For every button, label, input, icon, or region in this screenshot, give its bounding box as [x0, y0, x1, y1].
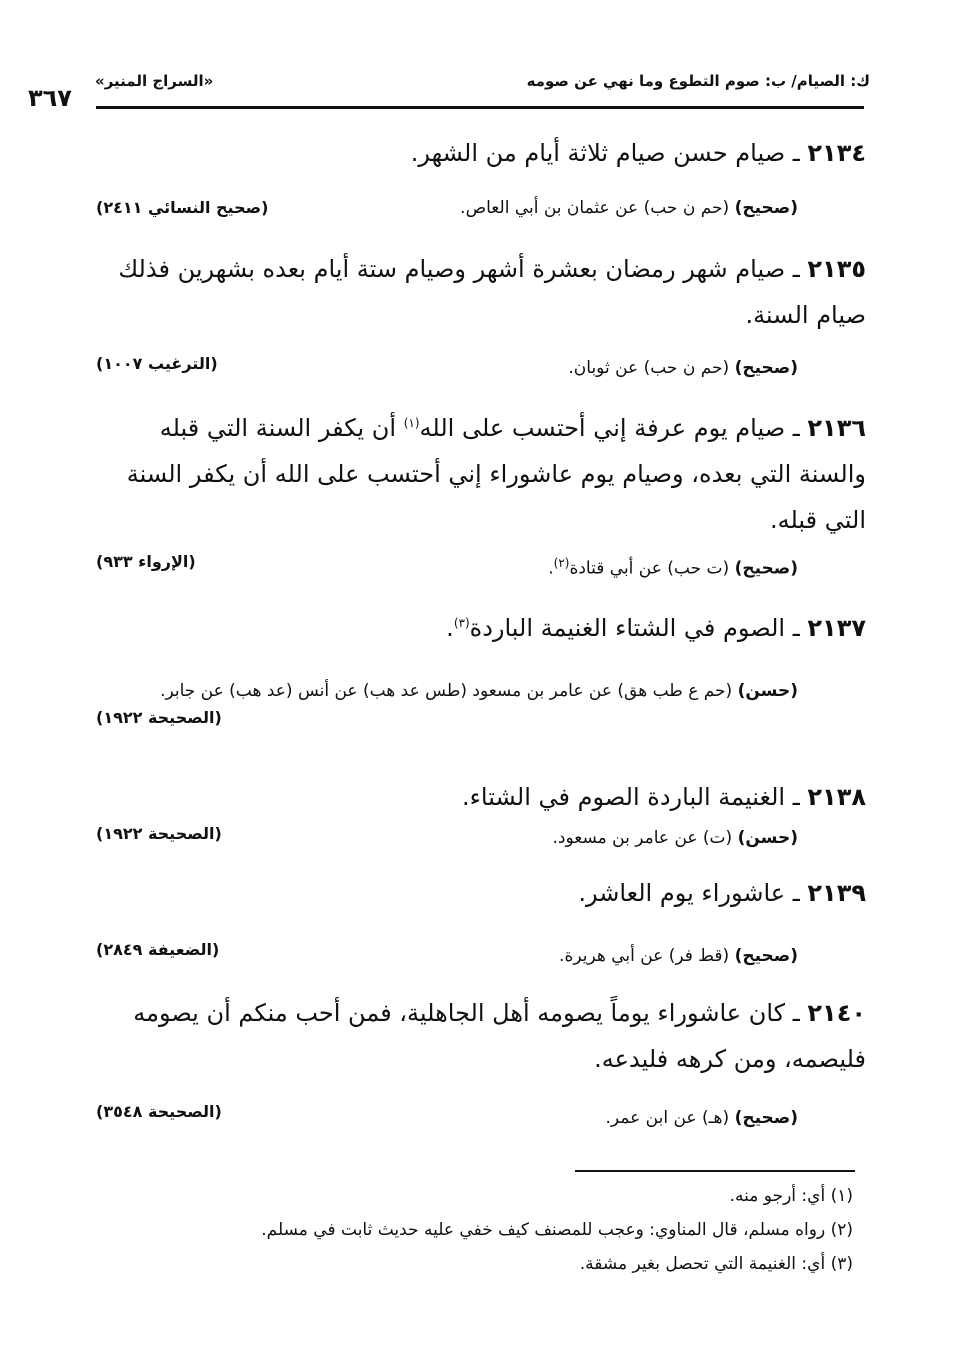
hadith-number: ٢١٣٥ — [807, 255, 866, 283]
source: . — [548, 558, 554, 579]
grade: (صحيح) — [734, 358, 798, 378]
grade: (حسن) — [737, 681, 798, 701]
hadith-text: كان عاشوراء يوماً يصومه أهل الجاهلية، فمن أحب منكم أن يصومه فليصمه، ومن كرهه فليدعه. — [133, 999, 866, 1073]
footnote-text: أي: الغنيمة التي تحصل بغير مشقة. — [579, 1254, 826, 1274]
hadith-text: صيام يوم عرفة إني أحتسب على الله — [419, 414, 786, 442]
hadith-text: الغنيمة الباردة الصوم في الشتاء. — [462, 783, 786, 811]
footnote-mark: (٣) — [453, 616, 470, 630]
footnote-number: (١) — [830, 1186, 853, 1206]
hadith-number: ٢١٣٧ — [807, 614, 866, 642]
source: (حم ن حب) عن عثمان بن أبي العاص. — [460, 198, 730, 218]
footnote-2 — [261, 1220, 853, 1240]
reference-2136: (الإرواء ٩٣٣) — [96, 552, 196, 571]
hadith-number: ٢١٣٦ — [807, 414, 866, 442]
takhrij-2139 — [559, 946, 798, 966]
footnote-mark: (٢) — [553, 556, 570, 570]
reference-2140: (الصحيحة ٣٥٤٨) — [96, 1102, 222, 1121]
takhrij-2138 — [553, 828, 798, 848]
footnote-rule — [575, 1170, 855, 1172]
footnote-number: (٣) — [830, 1254, 853, 1274]
hadith-text: عاشوراء يوم العاشر. — [578, 879, 786, 907]
hadith-2138 — [96, 774, 866, 820]
takhrij-2136 — [548, 556, 798, 579]
hadith-2135 — [96, 246, 866, 338]
grade: (صحيح) — [734, 946, 798, 966]
dash: ـ — [792, 414, 800, 442]
hadith-2139 — [96, 870, 866, 916]
dash: ـ — [792, 255, 800, 283]
footnote-text: رواه مسلم، قال المناوي: وعجب للمصنف كيف خفي عليه حديث ثابت في مسلم. — [261, 1220, 826, 1240]
hadith-number: ٢١٤٠ — [807, 999, 866, 1027]
book-title: «السراج المنير» — [95, 72, 214, 90]
source: (هـ) عن ابن عمر. — [605, 1108, 730, 1128]
source: (حم ن حب) عن ثوبان. — [568, 358, 730, 378]
hadith-text: صيام حسن صيام ثلاثة أيام من الشهر. — [410, 139, 786, 167]
dash: ـ — [792, 139, 800, 167]
source: (حم ع طب هق) عن عامر بن مسعود (طس عد هب) عن أنس (عد هب) عن جابر. — [160, 681, 733, 701]
reference-2135: (الترغيب ١٠٠٧) — [96, 354, 218, 373]
page-number: ٣٦٧ — [28, 84, 72, 112]
dash: ـ — [792, 999, 800, 1027]
dash: ـ — [792, 783, 800, 811]
footnote-number: (٢) — [830, 1220, 853, 1240]
grade: (حسن) — [737, 828, 798, 848]
header-rule — [96, 106, 864, 109]
footnote-3 — [580, 1254, 853, 1274]
takhrij-2135 — [568, 358, 798, 378]
hadith-2140 — [96, 990, 866, 1082]
reference-2139: (الضعيفة ٢٨٤٩) — [96, 940, 220, 959]
source: (ت حب) عن أبي قتادة — [569, 558, 730, 579]
hadith-text: . — [446, 614, 454, 642]
hadith-text: الصوم في الشتاء الغنيمة الباردة — [469, 614, 786, 642]
reference-2134: (صحيح النسائي ٢٤١١) — [96, 198, 269, 217]
source: (قط فر) عن أبي هريرة. — [559, 946, 730, 966]
dash: ـ — [792, 614, 800, 642]
hadith-text: صيام شهر رمضان بعشرة أشهر وصيام ستة أيام بعده بشهرين فذلك صيام السنة. — [118, 255, 866, 329]
hadith-2136 — [96, 400, 866, 543]
hadith-number: ٢١٣٩ — [807, 879, 866, 907]
grade: (صحيح) — [734, 558, 798, 579]
grade: (صحيح) — [734, 198, 798, 218]
dash: ـ — [792, 879, 800, 907]
footnote-1 — [730, 1186, 853, 1206]
chapter-title: ك: الصيام/ ب: صوم التطوع وما نهي عن صومه — [526, 72, 870, 90]
hadith-2134 — [86, 130, 866, 176]
footnote-mark: (١) — [403, 416, 420, 430]
hadith-2137 — [96, 600, 866, 651]
hadith-text: أن يكفر السنة التي قبله والسنة التي بعده، وصيام يوم عاشوراء إني أحتسب على الله أن يكفر السنة التي قبله. — [126, 414, 866, 534]
footnote-text: أي: أرجو منه. — [729, 1186, 826, 1206]
reference-2137: (الصحيحة ١٩٢٢) — [96, 708, 222, 727]
hadith-number: ٢١٣٤ — [807, 139, 866, 167]
takhrij-2140 — [606, 1108, 799, 1128]
grade: (صحيح) — [734, 1108, 798, 1128]
takhrij-2134 — [460, 198, 798, 218]
reference-2138: (الصحيحة ١٩٢٢) — [96, 824, 222, 843]
source: (ت) عن عامر بن مسعود. — [552, 828, 733, 848]
hadith-number: ٢١٣٨ — [807, 783, 866, 811]
